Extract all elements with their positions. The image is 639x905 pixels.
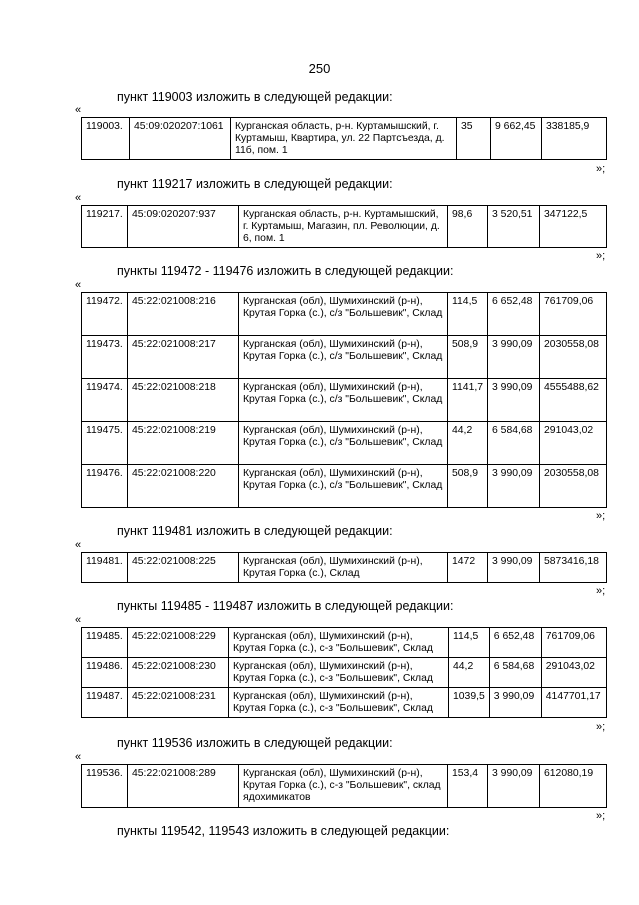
page-number: 250	[308, 61, 331, 76]
item-number-cell: 119487.	[82, 688, 128, 718]
open-quote: «	[75, 104, 82, 116]
registry-table	[81, 627, 607, 718]
rate-cell: 3 990,09	[488, 553, 540, 583]
table-row	[82, 206, 607, 248]
table-row	[82, 658, 607, 688]
registry-table	[81, 292, 607, 508]
value-cell: 291043,02	[540, 422, 607, 465]
table-row	[82, 118, 607, 160]
rate-cell: 3 990,09	[488, 379, 540, 422]
address-cell: Курганская (обл), Шумихинский (р-н), Крутая Горка (с.), с/з "Большевик", Склад	[239, 293, 448, 336]
address-cell: Курганская (обл), Шумихинский (р-н), Крутая Горка (с.), с/з "Большевик", Склад	[239, 336, 448, 379]
item-number-cell: 119485.	[82, 628, 128, 658]
item-number-cell: 119474.	[82, 379, 128, 422]
value-cell: 291043,02	[541, 658, 606, 688]
item-number-cell: 119473.	[82, 336, 128, 379]
amendment-instruction: пункт 119536 изложить в следующей редакции:	[117, 736, 393, 750]
value-cell: 338185,9	[542, 118, 607, 160]
rate-cell: 6 652,48	[489, 628, 541, 658]
address-cell: Курганская (обл), Шумихинский (р-н), Крутая Горка (с.), Склад	[239, 553, 448, 583]
table-row	[82, 293, 607, 336]
address-cell: Курганская область, р-н. Куртамышский, г. Куртамыш, Магазин, пл. Революции, д. 6, пом. 1	[239, 206, 448, 248]
value-cell: 5873416,18	[540, 553, 607, 583]
cadastral-number-cell: 45:22:021008:216	[128, 293, 239, 336]
address-cell: Курганская (обл), Шумихинский (р-н), Крутая Горка (с.), с/з "Большевик", Склад	[239, 422, 448, 465]
registry-table	[81, 205, 607, 248]
item-number-cell: 119481.	[82, 553, 128, 583]
rate-cell: 6 584,68	[488, 422, 540, 465]
cadastral-number-cell: 45:22:021008:220	[128, 465, 239, 508]
open-quote: «	[75, 751, 82, 763]
open-quote: «	[75, 192, 82, 204]
area-cell: 114,5	[449, 628, 490, 658]
rate-cell: 9 662,45	[491, 118, 542, 160]
area-cell: 1141,7	[448, 379, 488, 422]
area-cell: 153,4	[448, 765, 488, 808]
item-number-cell: 119472.	[82, 293, 128, 336]
value-cell: 612080,19	[540, 765, 607, 808]
value-cell: 4147701,17	[541, 688, 606, 718]
area-cell: 114,5	[448, 293, 488, 336]
value-cell: 761709,06	[540, 293, 607, 336]
area-cell: 98,6	[448, 206, 488, 248]
open-quote: «	[75, 279, 82, 291]
rate-cell: 3 990,09	[489, 688, 541, 718]
close-quote: »;	[596, 721, 606, 733]
table-row	[82, 465, 607, 508]
open-quote: «	[75, 539, 82, 551]
address-cell: Курганская (обл), Шумихинский (р-н), Крутая Горка (с.), с/з "Большевик", Склад	[239, 379, 448, 422]
registry-table	[81, 117, 607, 160]
close-quote: »;	[596, 163, 606, 175]
registry-table	[81, 764, 607, 808]
item-number-cell: 119475.	[82, 422, 128, 465]
open-quote: «	[75, 614, 82, 626]
rate-cell: 6 584,68	[489, 658, 541, 688]
cadastral-number-cell: 45:22:021008:219	[128, 422, 239, 465]
rate-cell: 3 990,09	[488, 765, 540, 808]
close-quote: »;	[596, 585, 606, 597]
value-cell: 347122,5	[540, 206, 607, 248]
registry-table	[81, 552, 607, 583]
area-cell: 44,2	[449, 658, 490, 688]
close-quote: »;	[596, 250, 606, 262]
amendment-instruction: пункт 119217 изложить в следующей редакции:	[117, 177, 393, 191]
address-cell: Курганская (обл), Шумихинский (р-н), Крутая Горка (с.), с-з "Большевик", Склад	[229, 628, 449, 658]
value-cell: 4555488,62	[540, 379, 607, 422]
table-row	[82, 553, 607, 583]
item-number-cell: 119476.	[82, 465, 128, 508]
address-cell: Курганская область, р-н. Куртамышский, г. Куртамыш, Квартира, ул. 22 Партсъезда, д. 11б, пом. 1	[231, 118, 457, 160]
value-cell: 2030558,08	[540, 336, 607, 379]
close-quote: »;	[596, 510, 606, 522]
item-number-cell: 119217.	[82, 206, 128, 248]
table-row	[82, 765, 607, 808]
item-number-cell: 119486.	[82, 658, 128, 688]
close-quote: »;	[596, 810, 606, 822]
area-cell: 1472	[448, 553, 488, 583]
address-cell: Курганская (обл), Шумихинский (р-н), Крутая Горка (с.), с-з "Большевик", склад ядохимикатов	[239, 765, 448, 808]
address-cell: Курганская (обл), Шумихинский (р-н), Крутая Горка (с.), с-з "Большевик", Склад	[229, 658, 449, 688]
cadastral-number-cell: 45:09:020207:1061	[130, 118, 231, 160]
area-cell: 35	[457, 118, 491, 160]
cadastral-number-cell: 45:09:020207:937	[128, 206, 239, 248]
item-number-cell: 119003.	[82, 118, 130, 160]
address-cell: Курганская (обл), Шумихинский (р-н), Крутая Горка (с.), с/з "Большевик", Склад	[239, 465, 448, 508]
table-row	[82, 336, 607, 379]
cadastral-number-cell: 45:22:021008:218	[128, 379, 239, 422]
rate-cell: 3 520,51	[488, 206, 540, 248]
cadastral-number-cell: 45:22:021008:231	[128, 688, 229, 718]
table-row	[82, 422, 607, 465]
amendment-instruction: пункт 119003 изложить в следующей редакции:	[117, 90, 393, 104]
area-cell: 508,9	[448, 465, 488, 508]
cadastral-number-cell: 45:22:021008:229	[128, 628, 229, 658]
rate-cell: 6 652,48	[488, 293, 540, 336]
cadastral-number-cell: 45:22:021008:289	[128, 765, 239, 808]
value-cell: 761709,06	[541, 628, 606, 658]
rate-cell: 3 990,09	[488, 465, 540, 508]
amendment-instruction: пункты 119485 - 119487 изложить в следующей редакции:	[117, 599, 454, 613]
amendment-instruction: пункт 119481 изложить в следующей редакции:	[117, 524, 393, 538]
table-row	[82, 628, 607, 658]
cadastral-number-cell: 45:22:021008:225	[128, 553, 239, 583]
table-row	[82, 379, 607, 422]
address-cell: Курганская (обл), Шумихинский (р-н), Крутая Горка (с.), с-з "Большевик", Склад	[229, 688, 449, 718]
rate-cell: 3 990,09	[488, 336, 540, 379]
value-cell: 2030558,08	[540, 465, 607, 508]
amendment-instruction: пункты 119542, 119543 изложить в следующей редакции:	[117, 824, 450, 838]
area-cell: 44,2	[448, 422, 488, 465]
cadastral-number-cell: 45:22:021008:217	[128, 336, 239, 379]
amendment-instruction: пункты 119472 - 119476 изложить в следующей редакции:	[117, 264, 454, 278]
table-row	[82, 688, 607, 718]
area-cell: 508,9	[448, 336, 488, 379]
item-number-cell: 119536.	[82, 765, 128, 808]
area-cell: 1039,5	[449, 688, 490, 718]
cadastral-number-cell: 45:22:021008:230	[128, 658, 229, 688]
